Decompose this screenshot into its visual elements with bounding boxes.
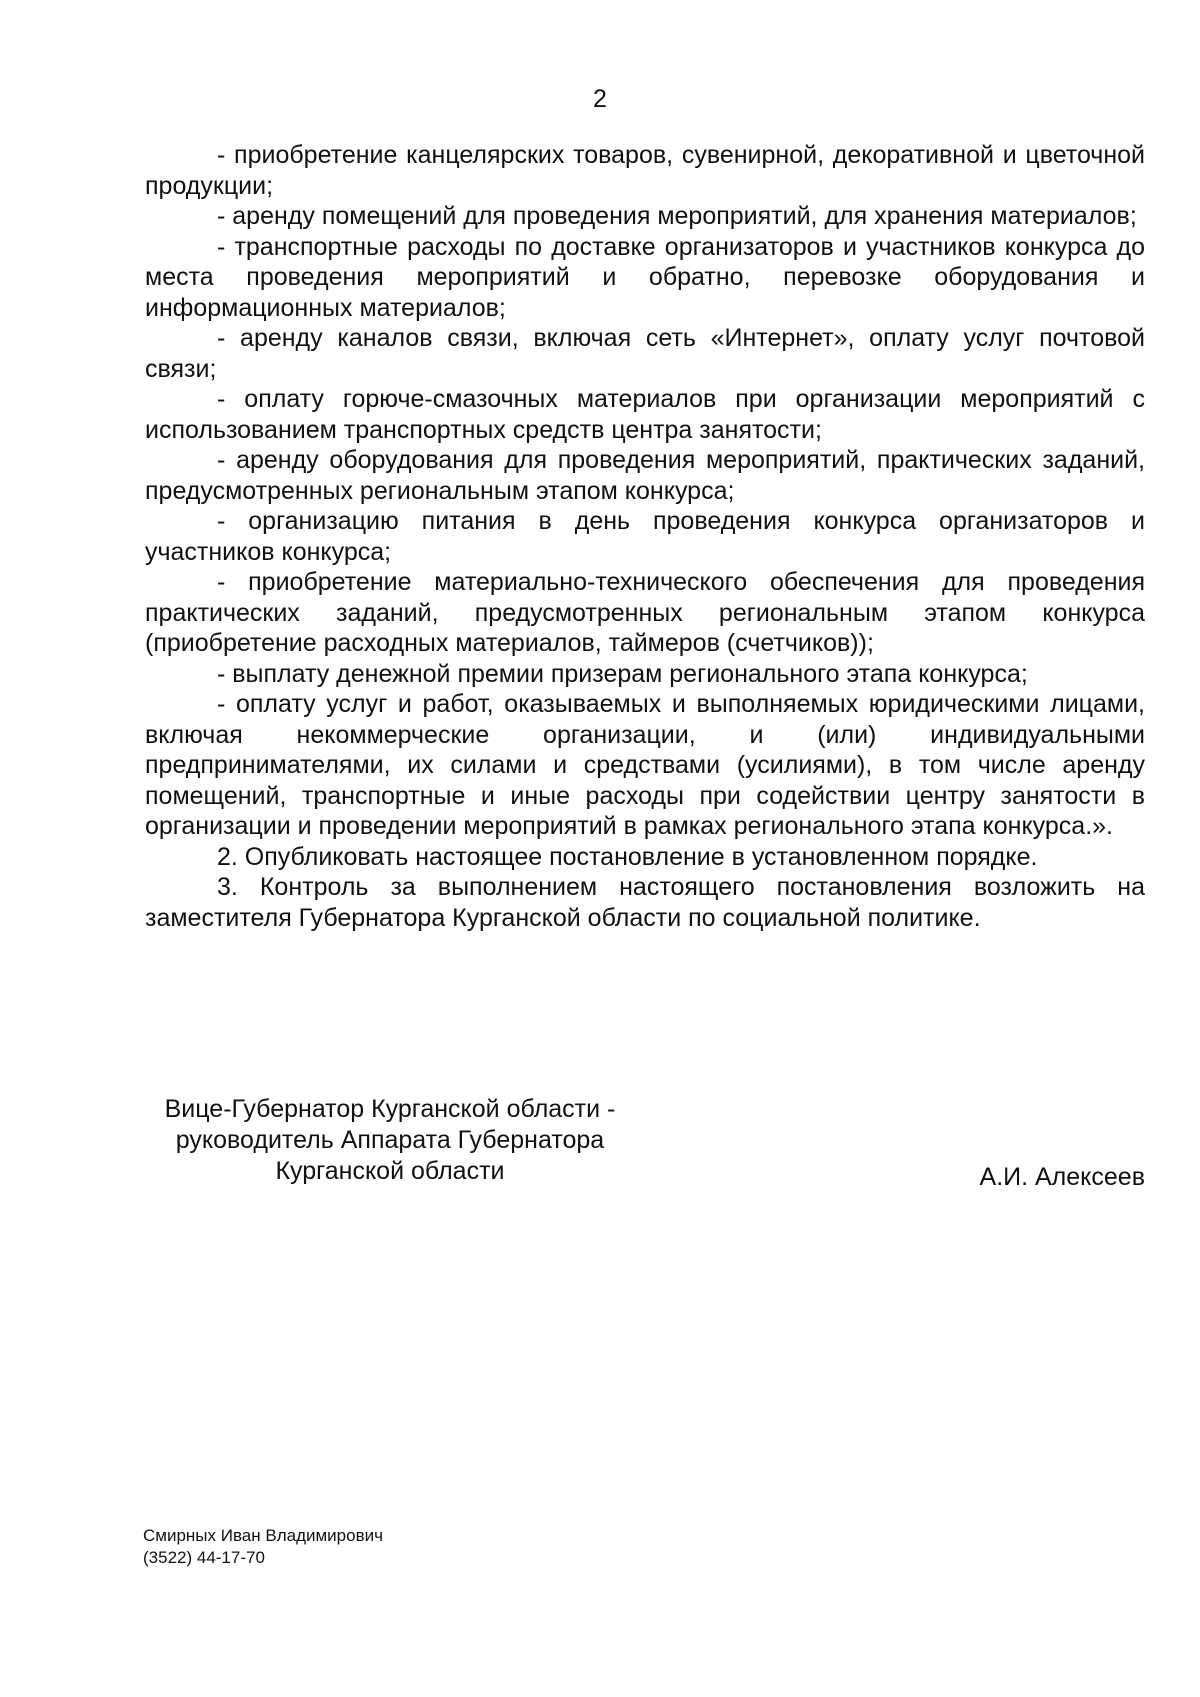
list-item-services: - оплату услуг и работ, оказываемых и выполняемых юридическими лицами, включая некоммерческие организации, и (или) индивидуальными предпринимателями, их силами и средствами (усилиями), в том числе аренду помещений, транспортные и иные расходы при содействии центру занятости в организации и проведении мероприятий в рамках регионального этапа конкурса.». [145, 690, 1145, 840]
list-item-stationery: - приобретение канцелярских товаров, сувенирной, декоративной и цветочной продукции; [145, 141, 1145, 200]
list-item-catering: - организацию питания в день проведения конкурса организаторов и участников конкурса; [145, 507, 1145, 566]
executor-phone: (3522) 44-17-70 [143, 1548, 265, 1567]
list-item-equipment-rent: - аренду оборудования для проведения мероприятий, практических заданий, предусмотренных региональным этапом конкурса; [145, 446, 1145, 505]
signer-title [140, 1094, 640, 1187]
list-item-fuel: - оплату горюче-смазочных материалов при организации мероприятий с использованием транспортных средств центра занятости; [145, 385, 1145, 444]
document-body [145, 140, 1145, 933]
list-item-communication-rent: - аренду каналов связи, включая сеть «Интернет», оплату услуг почтовой связи; [145, 324, 1145, 383]
list-item-prize: - выплату денежной премии призерам регионального этапа конкурса; [217, 659, 1028, 688]
clause-publish: 2. Опубликовать настоящее постановление в установленном порядке. [217, 842, 1038, 871]
list-item-premises-rent: - аренду помещений для проведения мероприятий, для хранения материалов; [217, 202, 1137, 230]
signer-title-line: Курганской области [275, 1157, 505, 1185]
signer-name: А.И. Алексеев [979, 1163, 1145, 1191]
signer-title-line: Вице-Губернатор Курганской области - [164, 1095, 616, 1123]
list-item-materials: - приобретение материально-технического обеспечения для проведения практических заданий, предусмотренных региональным этапом конкурса (приобретение расходных материалов, таймеров (счетчиков)); [145, 568, 1145, 657]
signer-title-line: руководитель Аппарата Губернатора [175, 1126, 605, 1154]
clause-control: 3. Контроль за выполнением настоящего постановления возложить на заместителя Губернатора Курганской области по социальной политике. [145, 873, 1145, 932]
list-item-transport-costs: - транспортные расходы по доставке организаторов и участников конкурса до места проведения мероприятий и обратно, перевозке оборудования и информационных материалов; [145, 232, 1145, 322]
executor-name: Смирных Иван Владимирович [143, 1526, 383, 1545]
page-number: 2 [593, 85, 607, 113]
executor-footer [143, 1525, 383, 1569]
